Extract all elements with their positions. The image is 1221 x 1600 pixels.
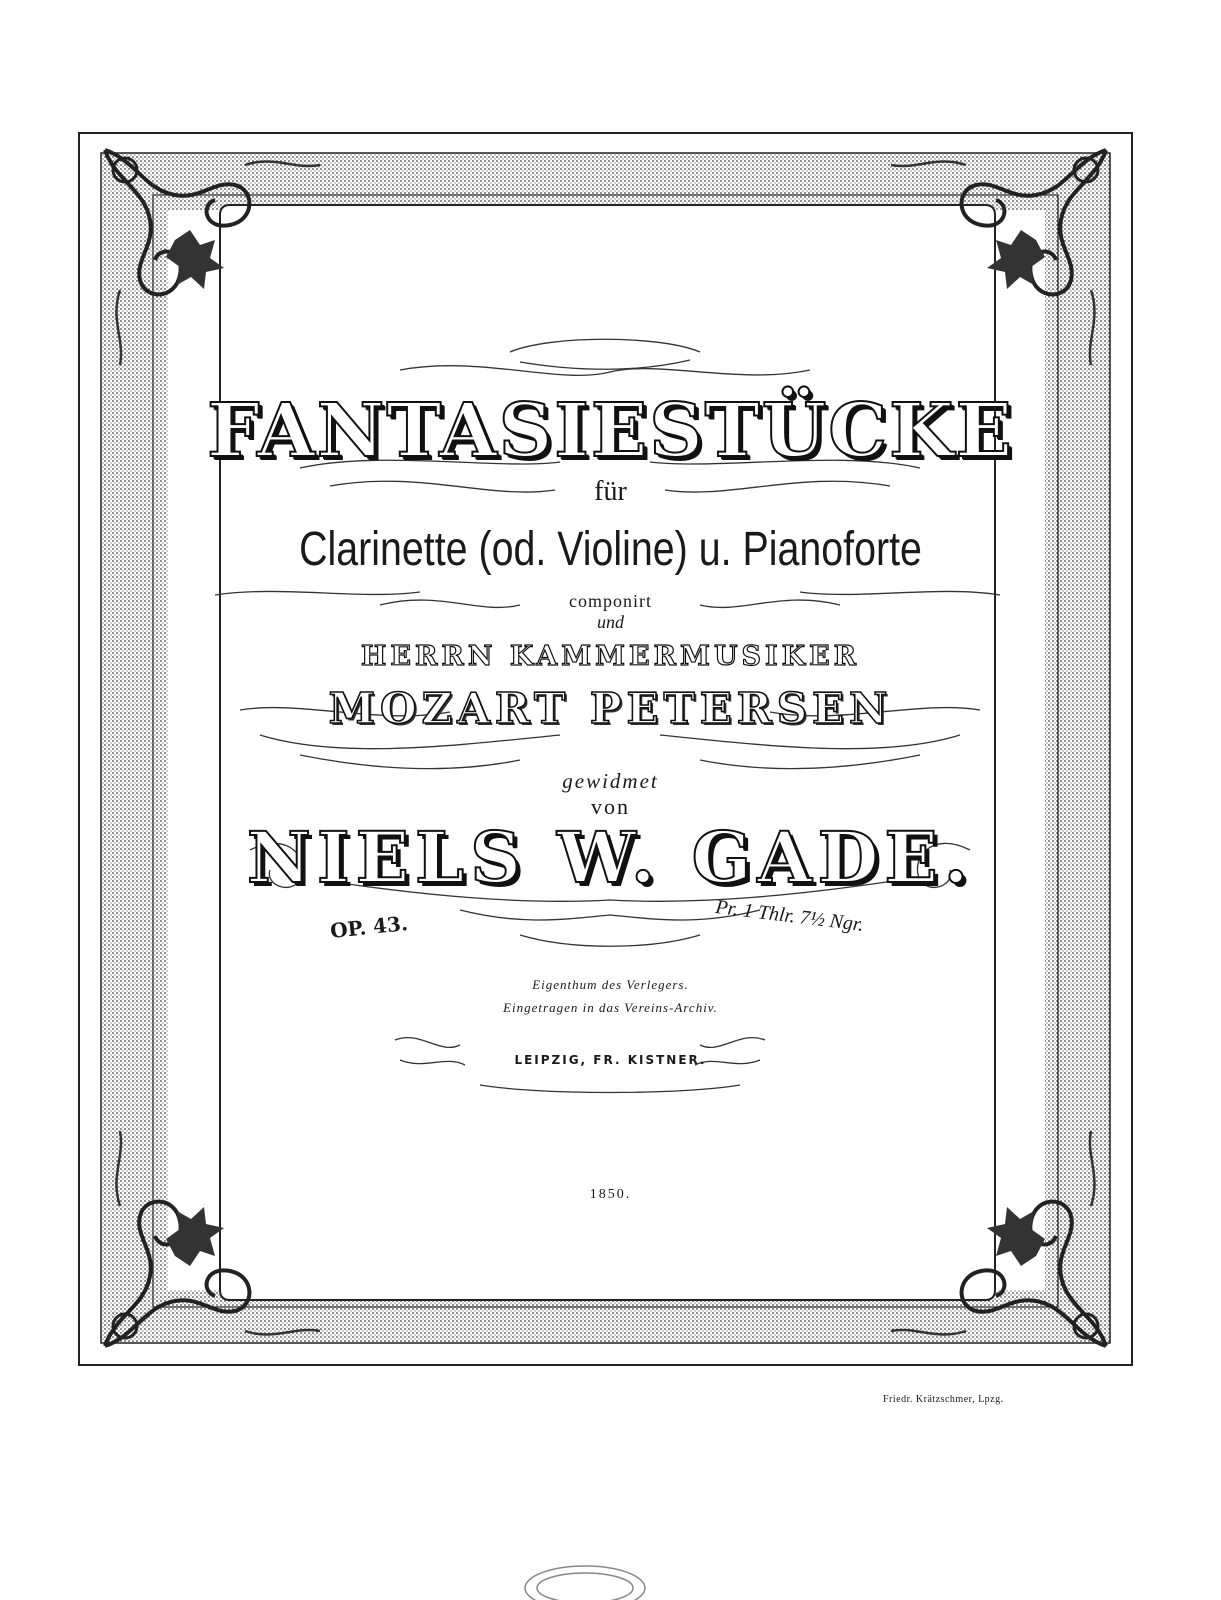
gewidmet-text: gewidmet bbox=[562, 769, 659, 793]
rights-line-2: Eingetragen in das Vereins-Archiv. bbox=[503, 1000, 718, 1015]
publisher: LEIPZIG, FR. KISTNER. bbox=[514, 1053, 707, 1067]
price: Pr. 1 Thlr. 7½ Ngr. bbox=[714, 896, 865, 936]
opus-number: OP. 43. bbox=[328, 910, 409, 944]
dedicatee-prefix: HERRN KAMMERMUSIKER bbox=[360, 641, 861, 672]
und-text: und bbox=[597, 612, 624, 632]
work-title: FANTASIESTÜCKE bbox=[207, 388, 1014, 474]
rights-line-1: Eigenthum des Verlegers. bbox=[532, 977, 689, 992]
instrumentation: Clarinette (od. Violine) u. Pianoforte bbox=[299, 523, 922, 576]
composer-name: NIELS W. GADE. bbox=[246, 816, 975, 899]
printer-credit: Friedr. Krätzschmer, Lpzg. bbox=[883, 1394, 1004, 1405]
componirt-text: componirt bbox=[569, 591, 652, 611]
for-text: für bbox=[594, 476, 627, 507]
dedicatee-name: MOZART PETERSEN bbox=[328, 684, 893, 733]
von-text: von bbox=[591, 794, 630, 819]
year: 1850. bbox=[589, 1187, 632, 1202]
